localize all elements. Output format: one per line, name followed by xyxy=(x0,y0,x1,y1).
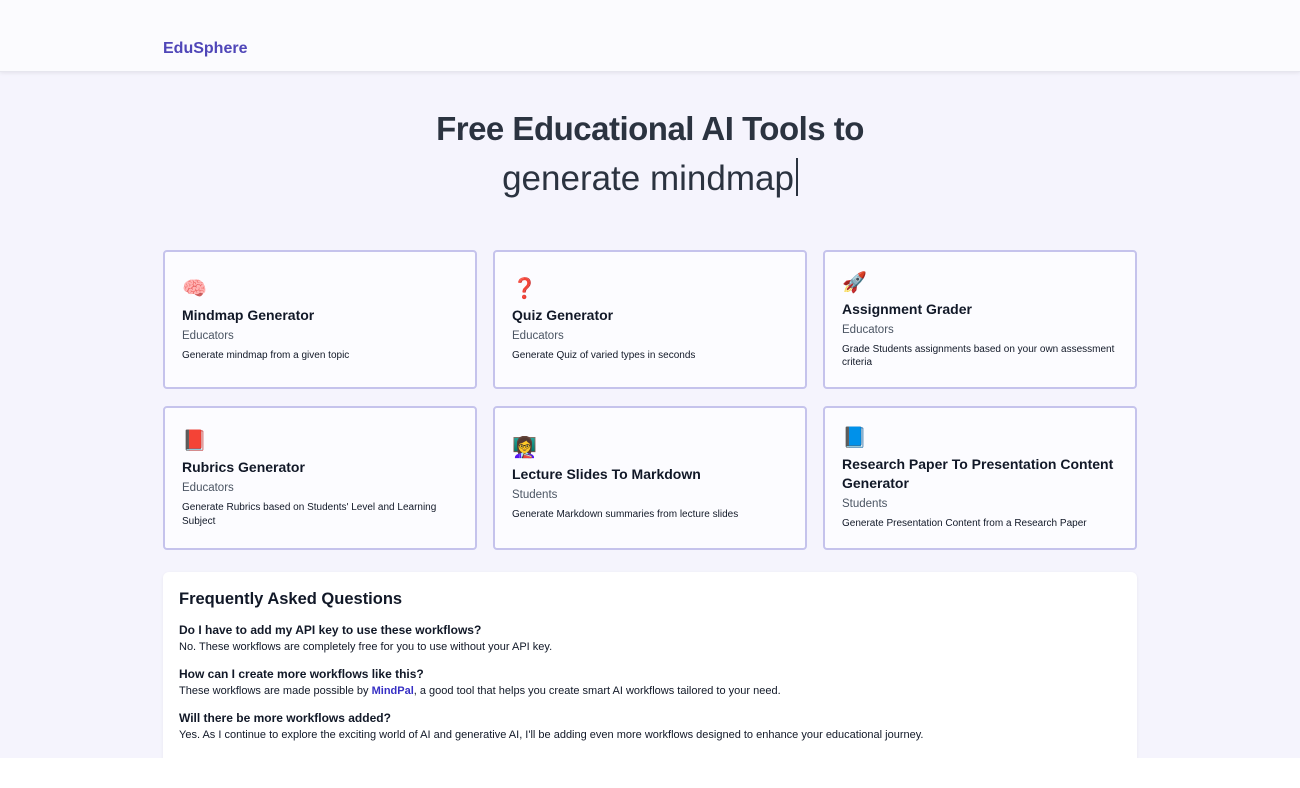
card-description: Generate Quiz of varied types in seconds xyxy=(512,350,696,362)
brand-logo-link[interactable]: EduSphere xyxy=(163,40,248,57)
card-audience: Educators xyxy=(182,330,234,343)
card-audience: Educators xyxy=(512,330,564,343)
faq-answer: Yes. As I continue to explore the exciting world of AI and generative AI, I'll be adding even more workflows designed to enhance your educational journey. xyxy=(179,729,924,741)
red-book-icon: 📕 xyxy=(182,430,207,452)
card-title: Quiz Generator xyxy=(512,307,614,324)
brain-icon: 🧠 xyxy=(182,278,207,301)
card-description: Generate Presentation Content from a Research Paper xyxy=(842,518,1087,530)
card-title: Research Paper To Presentation Content Generator xyxy=(842,456,1114,492)
card-title: Assignment Grader xyxy=(842,300,972,317)
faq-question: Do I have to add my API key to use these workflows? xyxy=(179,623,482,637)
card-audience: Educators xyxy=(842,323,894,336)
teacher-icon: 👩‍🏫 xyxy=(512,436,537,459)
blue-book-icon: 📘 xyxy=(842,427,867,450)
card-description: Grade Students assignments based on your own assessment criteria xyxy=(842,343,1115,368)
faq-section xyxy=(163,572,1137,758)
tool-card-mindmap-generator[interactable] xyxy=(163,250,477,389)
card-audience: Students xyxy=(842,498,888,511)
faq-question: How can I create more workflows like this? xyxy=(179,667,424,681)
tool-card-rubrics-generator[interactable] xyxy=(163,406,477,550)
hero-typed-text-line xyxy=(0,158,1300,199)
card-description: Generate Markdown summaries from lecture slides xyxy=(512,508,739,520)
faq-answer xyxy=(179,685,1121,697)
card-description: Generate mindmap from a given topic xyxy=(182,350,350,362)
tool-card-quiz-generator[interactable] xyxy=(493,250,807,389)
card-audience: Educators xyxy=(182,482,234,494)
tool-card-assignment-grader[interactable] xyxy=(823,250,1137,389)
card-title: Lecture Slides To Markdown xyxy=(512,465,701,482)
question-mark-icon: ❓ xyxy=(512,278,537,301)
card-audience: Students xyxy=(512,488,558,501)
faq-question: Will there be more workflows added? xyxy=(179,711,391,725)
tool-card-research-paper-to-presentation[interactable] xyxy=(823,406,1137,550)
tool-card-lecture-slides-to-markdown[interactable] xyxy=(493,406,807,550)
faq-heading: Frequently Asked Questions xyxy=(179,590,403,608)
card-title: Rubrics Generator xyxy=(182,459,305,475)
faq-answer-prefix: These workflows are made possible by xyxy=(179,685,372,697)
faq-answer: No. These workflows are completely free for you to use without your API key. xyxy=(179,641,553,653)
hero-typed-text: generate mindmap xyxy=(502,159,794,198)
card-title: Mindmap Generator xyxy=(182,307,315,324)
navbar xyxy=(0,0,1300,72)
faq-answer-suffix: , a good tool that helps you create smart AI workflows tailored to your need. xyxy=(413,685,781,697)
card-description: Generate Rubrics based on Students' Level and Learning Subject xyxy=(182,502,437,527)
hero-title: Free Educational AI Tools to xyxy=(436,110,864,147)
typing-cursor xyxy=(796,158,798,196)
rocket-icon: 🚀 xyxy=(842,271,867,294)
mindpal-link[interactable]: MindPal xyxy=(371,685,414,697)
